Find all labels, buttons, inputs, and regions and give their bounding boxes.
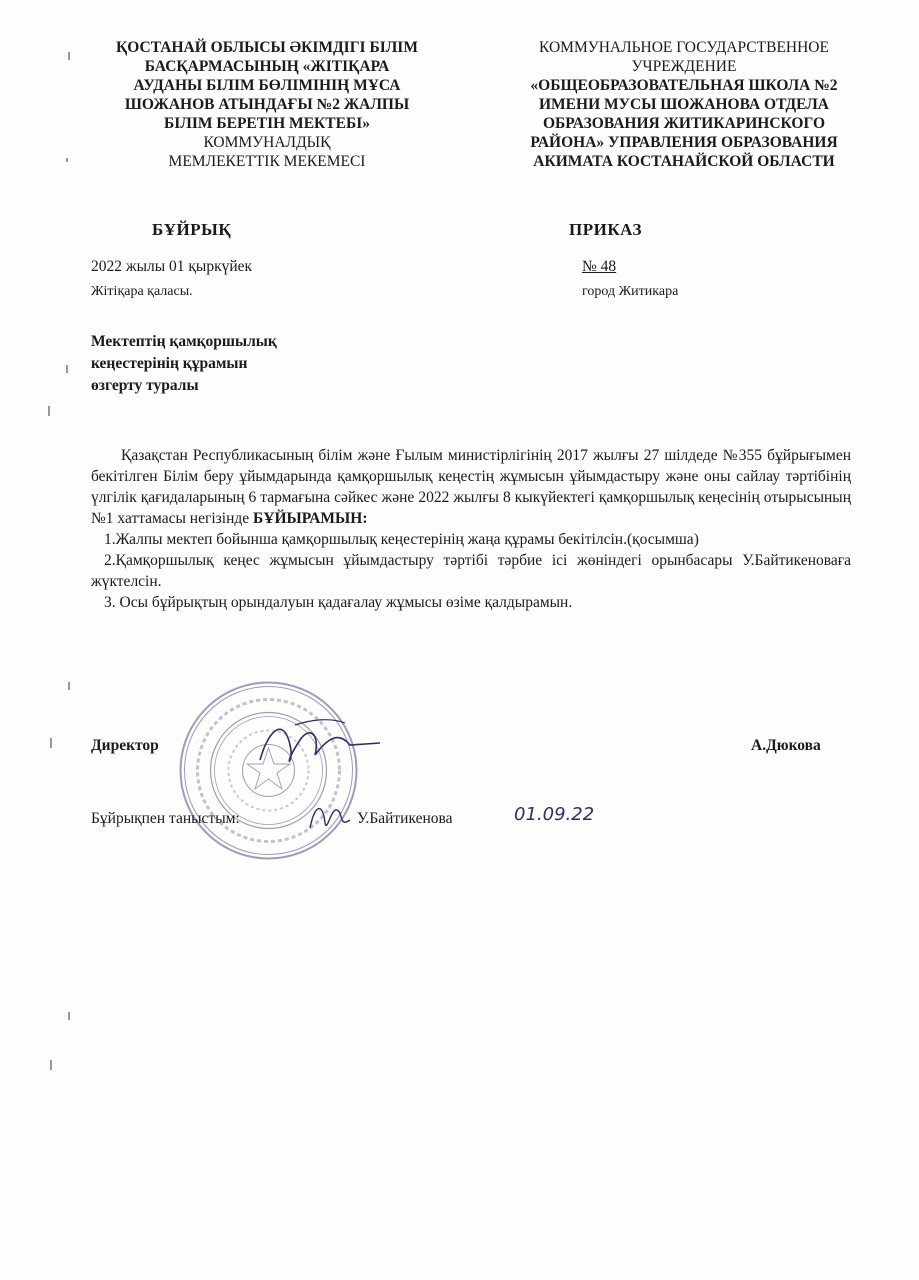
header-left-line: КОММУНАЛДЫҚ (203, 134, 331, 151)
order-subject (91, 331, 391, 397)
scan-margin-mark (48, 406, 50, 416)
order-word: БҰЙЫРАМЫН: (253, 510, 368, 527)
header-right-line: АКИМАТА КОСТАНАЙСКОЙ ОБЛАСТИ (533, 153, 835, 170)
header-left-line: БАСҚАРМАСЫНЫҢ «ЖІТІҚАРА (144, 58, 390, 75)
acknowledgement-label: Бұйрықпен таныстым: (91, 810, 240, 827)
preamble-text: Қазақстан Республикасының білім және Ғылым министірлігінің 2017 жылғы 27 шілдеде №355 бұйрығымен бекітілген Білім беру ұйымдарында қамқоршылық кеңестің жұмысын ұйымдастыру және оны сайлау тәртібінің үлгілік қағидаларының 6 тармағына сәйкес және 2022 жылғы 8 кыкүйектегі қамқоршылық кеңесінің отырысының №1 хаттамасы негізінде (91, 447, 851, 527)
header-right-line: РАЙОНА» УПРАВЛЕНИЯ ОБРАЗОВАНИЯ (530, 134, 838, 151)
preamble-paragraph (91, 445, 851, 529)
header-right-organization-ru (494, 38, 874, 171)
scan-margin-mark (50, 738, 52, 748)
header-left-line: ШОЖАНОВ АТЫНДАҒЫ №2 ЖАЛПЫ (124, 96, 410, 113)
signatory-role: Директор (91, 737, 159, 754)
header-right-line: КОММУНАЛЬНОЕ ГОСУДАРСТВЕННОЕ (539, 39, 829, 56)
header-left-line: БІЛІМ БЕРЕТІН МЕКТЕБІ» (164, 115, 370, 132)
acknowledgement-handwritten-date: 01.09.22 (514, 804, 595, 825)
header-right-line: ОБРАЗОВАНИЯ ЖИТИКАРИНСКОГО (543, 115, 825, 132)
order-item: 3. Осы бұйрықтың орындалуын қадағалау жұмысы өзіме қалдырамын. (104, 594, 573, 611)
header-right-line: УЧРЕЖДЕНИЕ (631, 58, 737, 75)
acknowledgement-signature (305, 798, 355, 838)
scan-margin-mark (68, 52, 70, 60)
city-ru: город Житикара (582, 284, 679, 299)
city-kz: Жітіқара қаласы. (91, 284, 193, 299)
document-title-ru: ПРИКАЗ (569, 220, 642, 239)
scan-margin-mark (66, 365, 68, 373)
order-number: № 48 (582, 258, 617, 275)
header-left-organization-kz (78, 38, 456, 171)
header-left-line: АУДАНЫ БІЛІМ БӨЛІМІНІҢ МҰСА (133, 77, 401, 94)
order-date: 2022 жылы 01 қыркүйек (91, 258, 253, 275)
acknowledgement-name: У.Байтикенова (357, 810, 453, 827)
subject-line: кеңестерінің құрамын (91, 355, 248, 372)
order-item: 2.Қамқоршылық кеңес жұмысын ұйымдастыру тәртібі тәрбие ісі жөніндегі орынбасары У.Байтикеноваға жүктелсін. (91, 552, 851, 590)
header-right-line: «ОБЩЕОБРАЗОВАТЕЛЬНАЯ ШКОЛА №2 (530, 77, 838, 94)
header-left-line: ҚОСТАНАЙ ОБЛЫСЫ ӘКІМДІГІ БІЛІМ (116, 39, 418, 56)
order-body (91, 445, 851, 613)
header-left-line: МЕМЛЕКЕТТІК МЕКЕМЕСІ (168, 153, 366, 170)
scan-margin-mark (66, 158, 68, 162)
subject-line: Мектептің қамқоршылық (91, 333, 277, 350)
document-title-kz: БҰЙРЫҚ (152, 220, 232, 239)
scan-margin-mark (68, 1012, 70, 1020)
scan-margin-mark (68, 682, 70, 690)
subject-line: өзгерту туралы (91, 377, 199, 394)
scan-margin-mark (50, 1060, 52, 1070)
order-item: 1.Жалпы мектеп бойынша қамқоршылық кеңестерінің жаңа құрамы бекітілсін.(қосымша) (104, 531, 699, 548)
header-right-line: ИМЕНИ МУСЫ ШОЖАНОВА ОТДЕЛА (538, 96, 830, 113)
signatory-name: А.Дюкова (751, 737, 821, 754)
director-signature (240, 705, 390, 785)
